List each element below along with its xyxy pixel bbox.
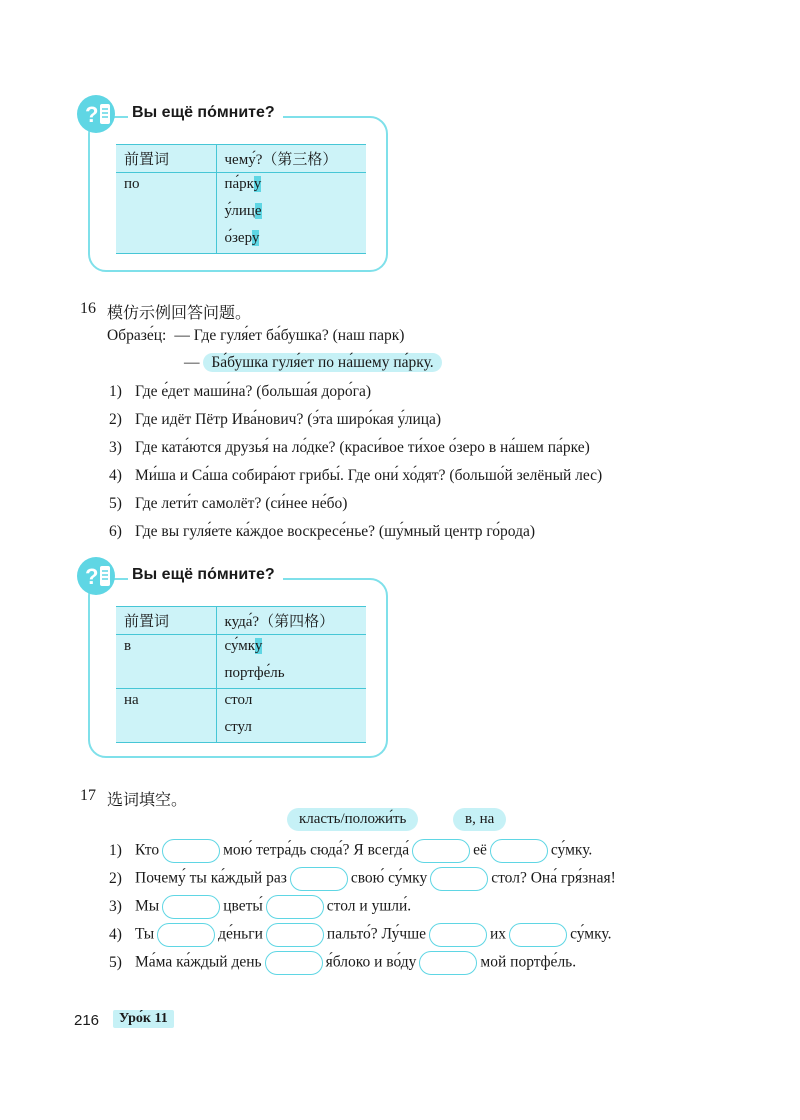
exercise-16-number: 16 <box>80 300 96 317</box>
question-person-icon <box>76 554 122 600</box>
exercise-16-item: 2) Где идёт Пётр Ива́нович? (э́та широ́кая у́лица) <box>109 411 442 428</box>
reminder-box-accusative <box>88 566 388 758</box>
table-header-case: чему́?（第三格） <box>216 145 366 173</box>
table-word: о́зеру <box>216 227 366 254</box>
table-header-case: куда́?（第四格） <box>216 607 366 635</box>
table-word: су́мку <box>224 638 263 654</box>
answer-blank[interactable] <box>157 923 215 947</box>
table-prep: по <box>116 173 216 200</box>
question-person-icon <box>76 92 122 138</box>
exercise-17-item: 2) Почему́ ты ка́ждый раз свою́ су́мку стол? Она́ гря́зная! <box>109 867 616 891</box>
reminder-title: Вы ещё по́мните? <box>128 566 283 584</box>
table-header-prep: 前置词 <box>116 607 216 635</box>
answer-blank[interactable] <box>290 867 348 891</box>
answer-blank[interactable] <box>266 895 324 919</box>
answer-blank[interactable] <box>509 923 567 947</box>
table-word: у́лице <box>224 202 262 219</box>
exercise-17-item: 4) Ты де́ньги пальто́? Лу́чше их су́мку. <box>109 923 611 947</box>
sample-answer: — Ба́бушка гуля́ет по на́шему па́рку. <box>184 354 442 372</box>
reminder-box-dative <box>88 104 388 272</box>
table-word: стол <box>216 689 366 716</box>
exercise-16-item: 4) Ми́ша и Са́ша собира́ют грибы́. Где они́ хо́дят? (большо́й зелёный лес) <box>109 467 603 484</box>
exercise-17-number: 17 <box>80 787 96 804</box>
answer-blank[interactable] <box>265 951 323 975</box>
table-word: портфе́ль <box>224 664 285 681</box>
exercise-17-item: 5) Ма́ма ка́ждый день я́блоко и во́ду мой портфе́ль. <box>109 951 576 975</box>
svg-text:?: ? <box>85 564 99 589</box>
word-bank-verbs: класть/положи́ть <box>287 808 418 831</box>
reminder-title: Вы ещё по́мните? <box>128 104 283 122</box>
answer-blank[interactable] <box>162 839 220 863</box>
exercise-16-item: 1) Где е́дет маши́на? (больша́я доро́га) <box>109 383 372 400</box>
page-number: 216 <box>74 1012 100 1029</box>
word-bank-prepositions: в, на <box>453 808 506 831</box>
table-header-prep: 前置词 <box>116 145 216 173</box>
svg-text:?: ? <box>85 102 99 127</box>
exercise-16-instruction: 模仿示例回答问题。 <box>107 305 252 322</box>
reminder-table-dative <box>116 144 366 254</box>
exercise-16-item: 3) Где ката́ются друзья́ на ло́дке? (краси́вое ти́хое о́зеро в на́шем па́рке) <box>109 439 590 456</box>
answer-blank[interactable] <box>266 923 324 947</box>
answer-blank[interactable] <box>419 951 477 975</box>
reminder-table-accusative <box>116 606 366 743</box>
answer-blank[interactable] <box>162 895 220 919</box>
table-word: стул <box>216 716 366 743</box>
answer-blank[interactable] <box>490 839 548 863</box>
table-prep: в <box>116 635 216 662</box>
exercise-17-item: 3) Мы цветы́ стол и ушли́. <box>109 895 411 919</box>
table-word: па́рку <box>224 176 262 192</box>
answer-blank[interactable] <box>430 867 488 891</box>
exercise-16-item: 5) Где лети́т самолёт? (си́нее не́бо) <box>109 495 348 512</box>
exercise-17-item: 1) Кто мою́ тетра́дь сюда́? Я всегда́ её су́мку. <box>109 839 592 863</box>
answer-blank[interactable] <box>412 839 470 863</box>
table-prep: на <box>116 689 216 716</box>
answer-blank[interactable] <box>429 923 487 947</box>
lesson-label: Уро́к 11 <box>113 1010 174 1028</box>
exercise-16-item: 6) Где вы гуля́ете ка́ждое воскресе́нье? (шу́мный центр го́рода) <box>109 523 536 540</box>
exercise-17-instruction: 选词填空。 <box>107 792 188 809</box>
sample-question: Образе́ц: — Где гуля́ет ба́бушка? (наш парк) <box>107 327 405 344</box>
